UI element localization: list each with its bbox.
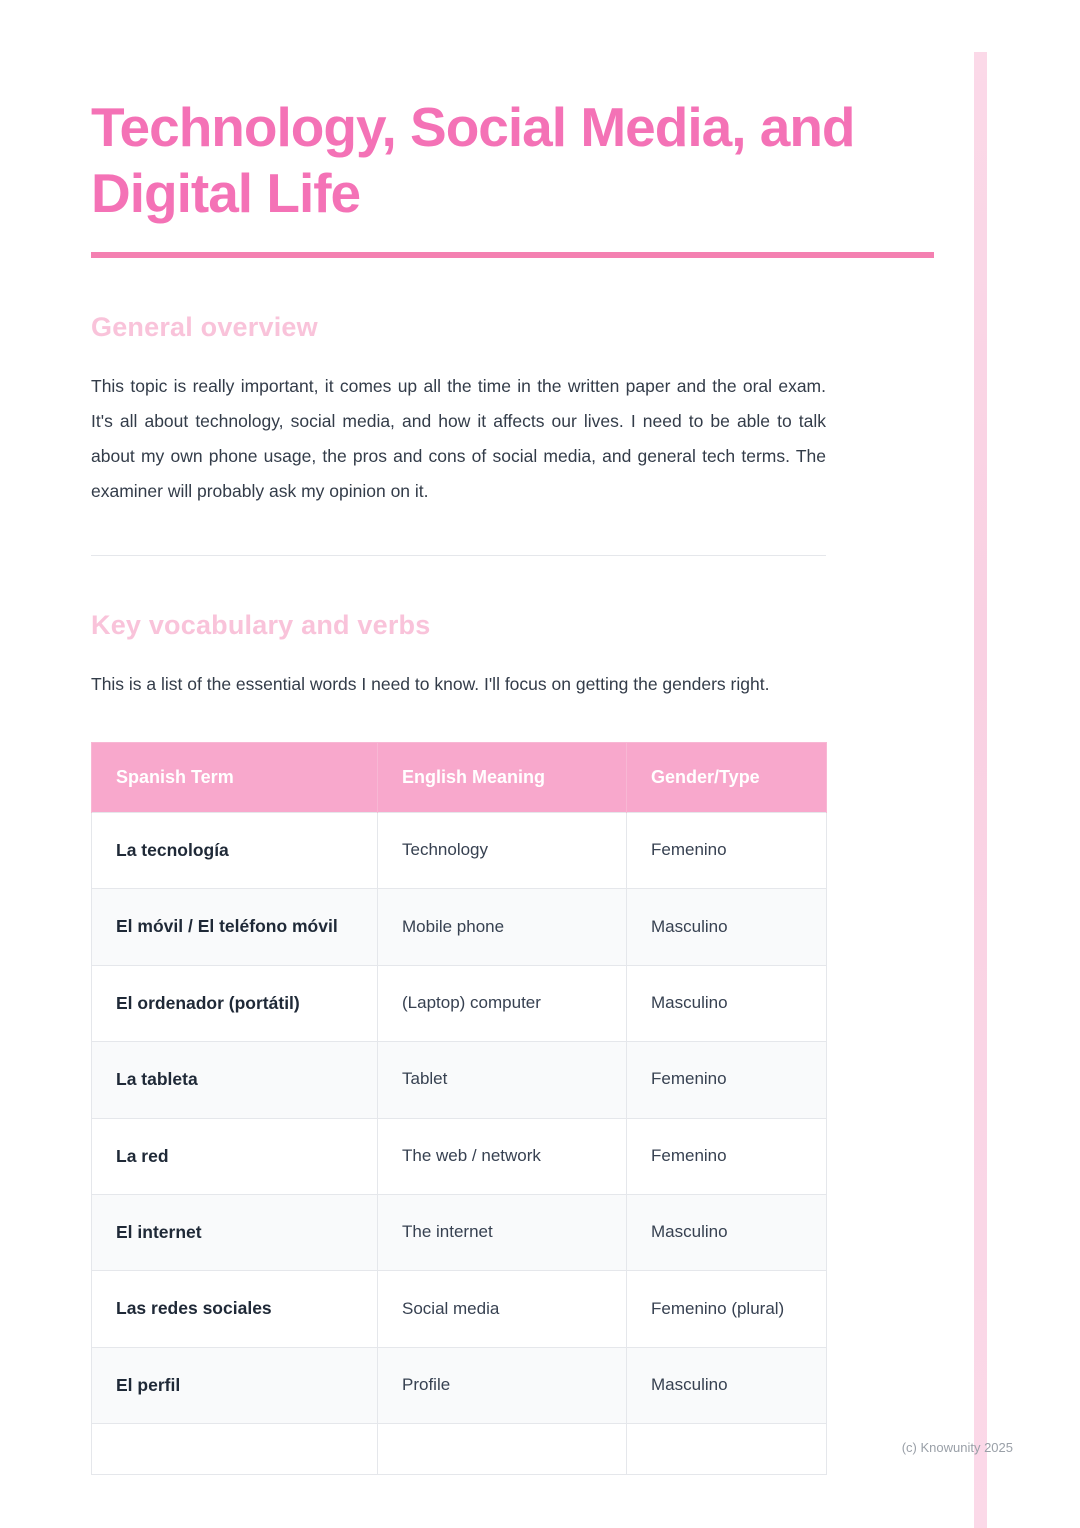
cell-english: (Laptop) computer bbox=[378, 965, 627, 1041]
cell-spanish: Las redes sociales bbox=[92, 1271, 378, 1347]
table-row bbox=[92, 1042, 827, 1118]
section-heading-general-overview: General overview bbox=[91, 312, 318, 342]
cell-english: Technology bbox=[378, 813, 627, 889]
vocab-intro-paragraph: This is a list of the essential words I need to know. I'll focus on getting the genders right. bbox=[91, 674, 770, 694]
cell-spanish: La red bbox=[92, 1118, 378, 1194]
cell-spanish: El ordenador (portátil) bbox=[92, 965, 378, 1041]
table-row bbox=[92, 1424, 827, 1475]
cell-gender: Masculino bbox=[627, 965, 827, 1041]
cell-spanish: El internet bbox=[92, 1194, 378, 1270]
cell-gender: Masculino bbox=[627, 889, 827, 965]
table-row bbox=[92, 1194, 827, 1270]
side-stripe-decoration bbox=[974, 52, 987, 1528]
table-row bbox=[92, 813, 827, 889]
table-row bbox=[92, 1118, 827, 1194]
page-title: Technology, Social Media, and Digital Life bbox=[91, 96, 855, 224]
cell-gender: Masculino bbox=[627, 1194, 827, 1270]
vocab-table bbox=[91, 742, 827, 1475]
cell-gender: Femenino (plural) bbox=[627, 1271, 827, 1347]
cell-english: Mobile phone bbox=[378, 889, 627, 965]
cell-spanish: La tableta bbox=[92, 1042, 378, 1118]
cell-gender bbox=[627, 1424, 827, 1475]
cell-english: Social media bbox=[378, 1271, 627, 1347]
overview-paragraph: This topic is really important, it comes up all the time in the written paper and the oral exam. It's all about technology, social media, and how it affects our lives. I need to be able to talk about my own phone usage, the pros and cons of social media, and general tech terms. The examiner will probably ask my opinion on it. bbox=[91, 376, 826, 501]
document-content bbox=[91, 0, 855, 1475]
cell-english: Tablet bbox=[378, 1042, 627, 1118]
column-header-spanish-term: Spanish Term bbox=[92, 743, 378, 813]
vocab-table-header bbox=[92, 743, 827, 813]
cell-english: The internet bbox=[378, 1194, 627, 1270]
section-divider bbox=[91, 555, 826, 556]
table-row bbox=[92, 1347, 827, 1423]
cell-spanish bbox=[92, 1424, 378, 1475]
cell-english: The web / network bbox=[378, 1118, 627, 1194]
column-header-english-meaning: English Meaning bbox=[378, 743, 627, 813]
column-header-gender-type: Gender/Type bbox=[627, 743, 827, 813]
header-row bbox=[92, 743, 827, 813]
cell-spanish: El perfil bbox=[92, 1347, 378, 1423]
table-row bbox=[92, 1271, 827, 1347]
cell-english: Profile bbox=[378, 1347, 627, 1423]
cell-gender: Femenino bbox=[627, 1042, 827, 1118]
cell-spanish: La tecnología bbox=[92, 813, 378, 889]
cell-gender: Masculino bbox=[627, 1347, 827, 1423]
cell-spanish: El móvil / El teléfono móvil bbox=[92, 889, 378, 965]
vocab-table-body bbox=[92, 813, 827, 1475]
table-row bbox=[92, 889, 827, 965]
cell-gender: Femenino bbox=[627, 813, 827, 889]
table-row bbox=[92, 965, 827, 1041]
copyright-note: (c) Knowunity 2025 bbox=[901, 1440, 1013, 1455]
title-divider bbox=[91, 252, 934, 258]
cell-english bbox=[378, 1424, 627, 1475]
section-heading-key-vocabulary: Key vocabulary and verbs bbox=[91, 610, 431, 640]
cell-gender: Femenino bbox=[627, 1118, 827, 1194]
